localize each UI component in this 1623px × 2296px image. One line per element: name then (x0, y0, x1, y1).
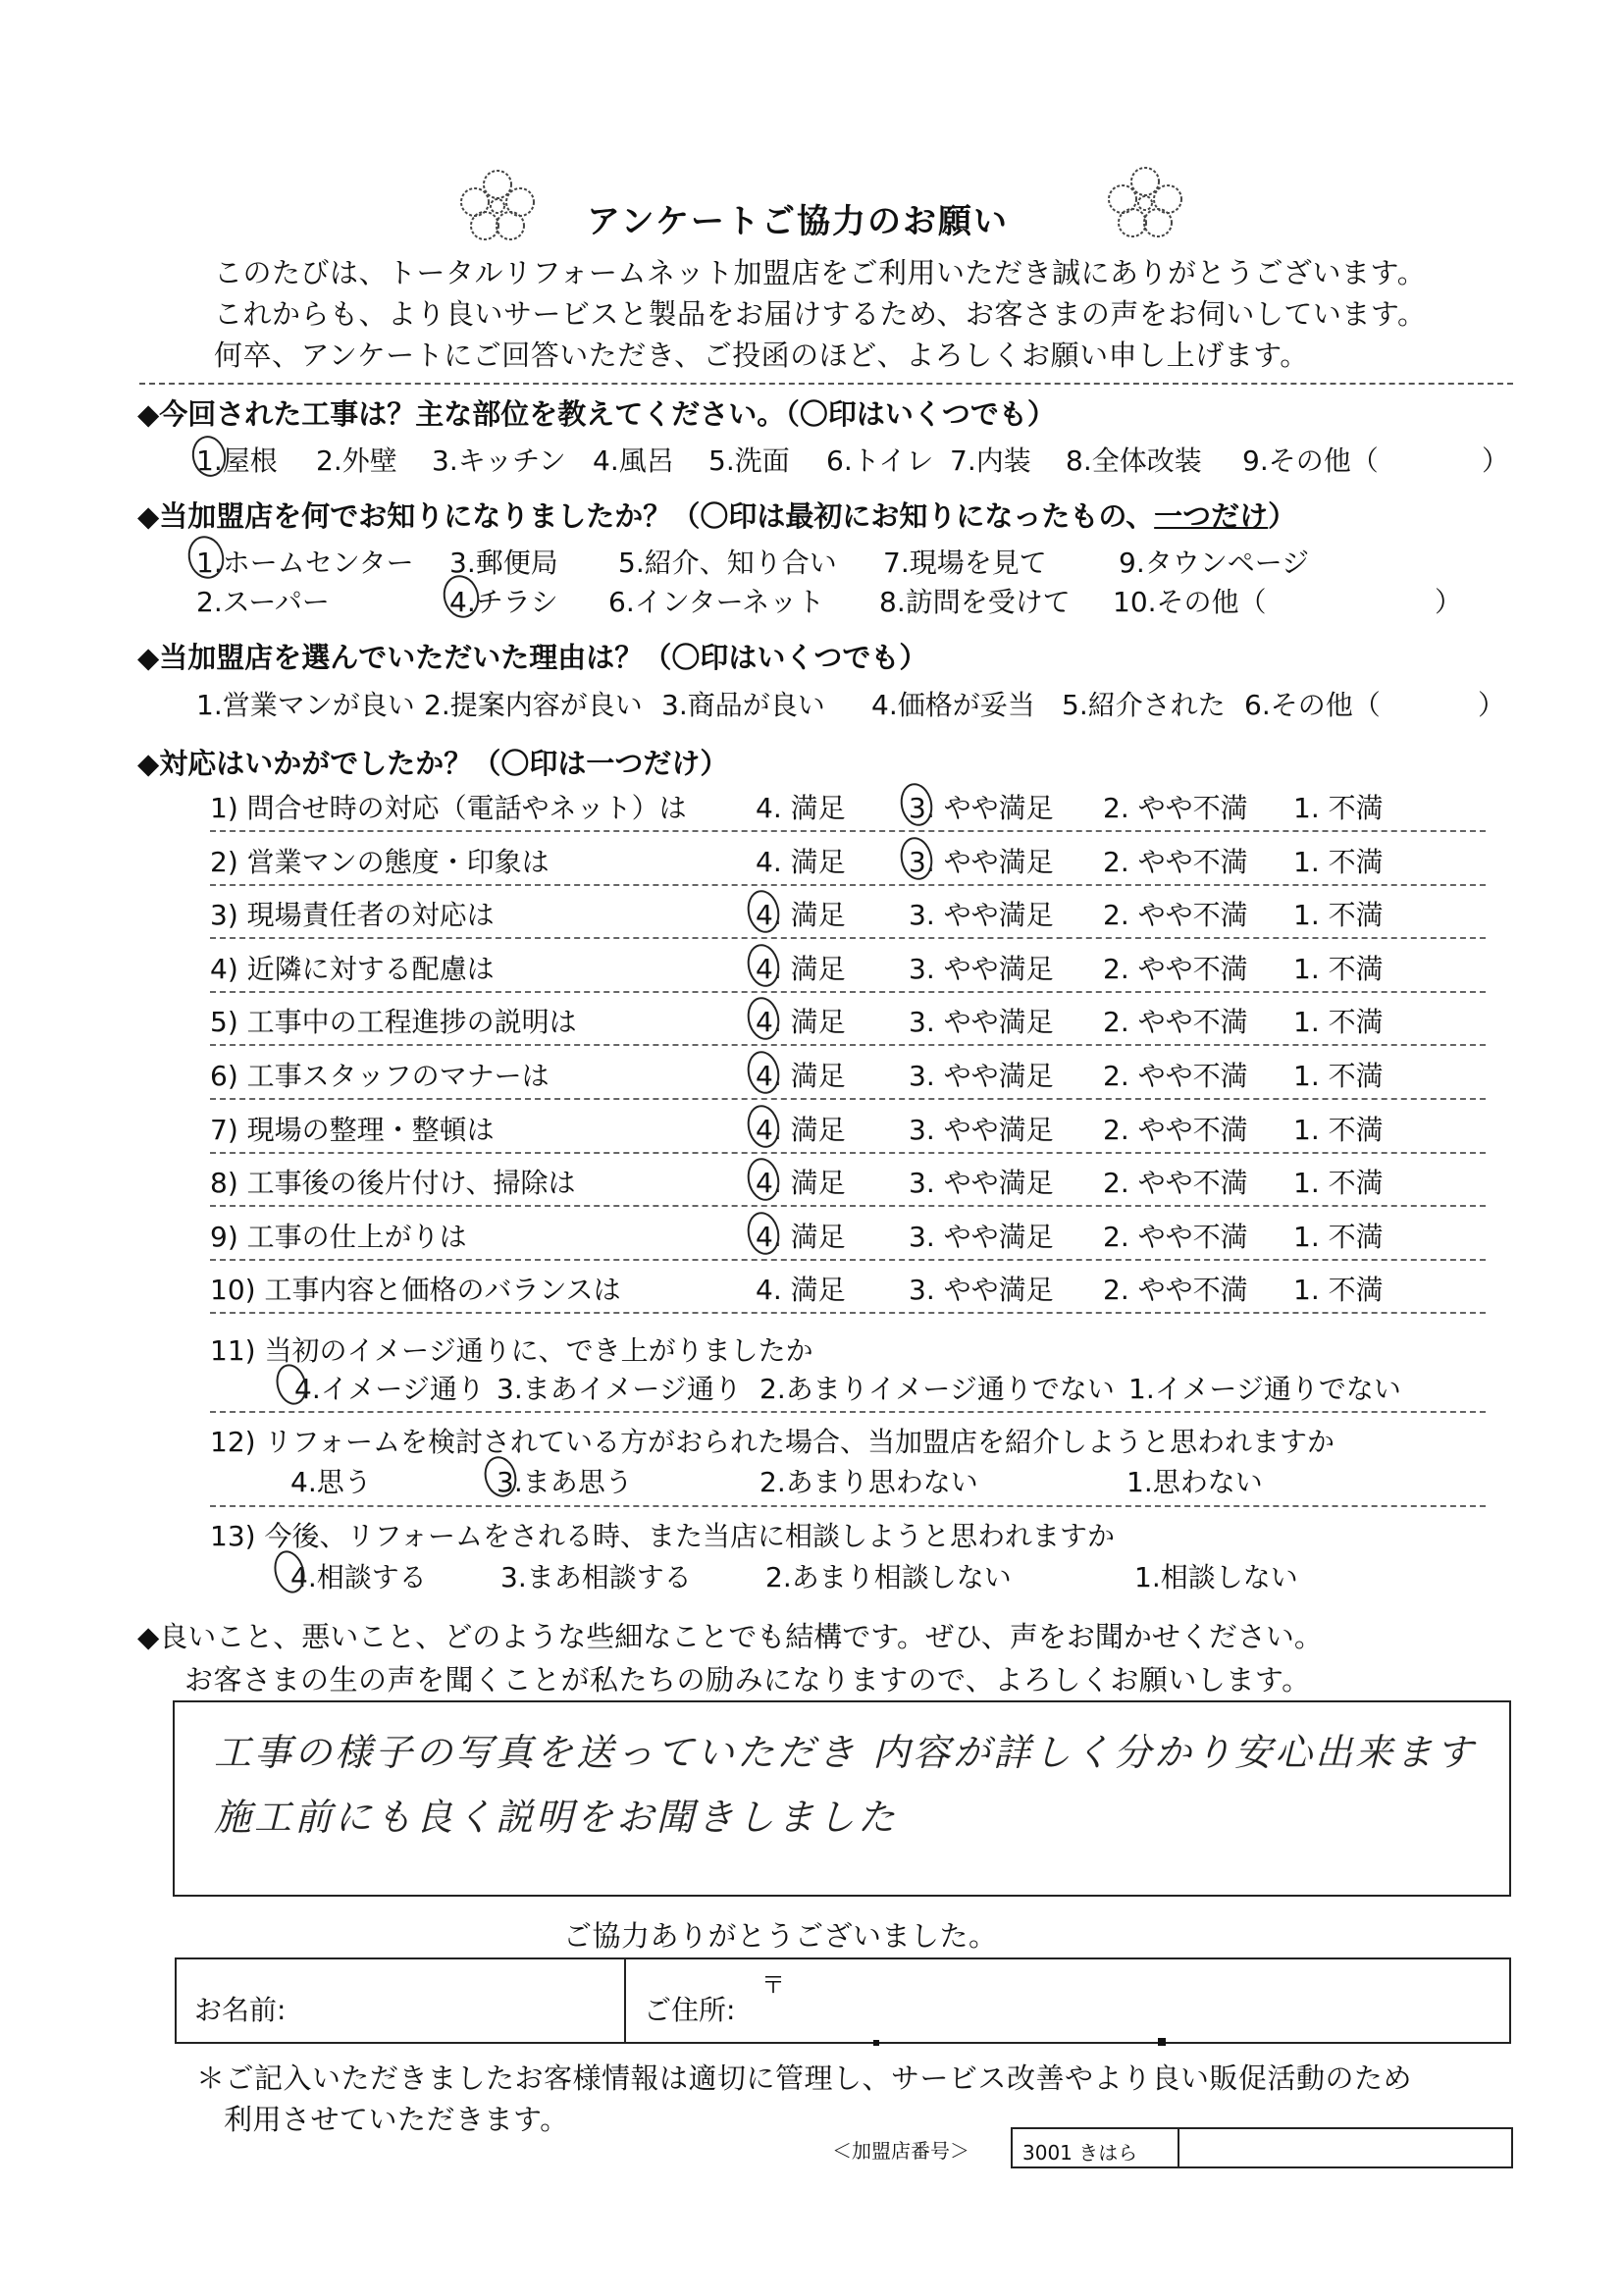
work-option-other-close: ） (1482, 444, 1510, 477)
divider (210, 1044, 1486, 1046)
redaction-mark (1158, 2038, 1166, 2046)
rating-row-label: 6) 工事スタッフのマナーは (210, 1060, 550, 1092)
rating-option-4[interactable]: 4. 満足 (756, 953, 846, 985)
rating-option-2[interactable]: 2. やや不満 (1103, 1006, 1248, 1038)
divider (210, 1152, 1486, 1154)
q13-option-4[interactable]: 4.相談する (290, 1561, 427, 1593)
store-label: ＜加盟店番号＞ (832, 2139, 969, 2163)
divider (210, 1411, 1486, 1413)
source-option-visit[interactable]: 8.訪問を受けて (879, 586, 1071, 618)
source-option-flyer[interactable]: 4.チラシ (449, 586, 558, 618)
q13-label: 13) 今後、リフォームをされる時、また当店に相談しようと思われますか (210, 1520, 1116, 1552)
q11-label: 11) 当初のイメージ通りに、でき上がりましたか (210, 1334, 813, 1367)
rating-option-3[interactable]: 3. やや満足 (909, 1221, 1054, 1253)
privacy-line-1: ＊ご記入いただきましたお客様情報は適切に管理し、サービス改善やより良い販促活動のため (196, 2061, 1413, 2095)
rating-option-1[interactable]: 1. 不満 (1293, 899, 1384, 931)
rating-option-1[interactable]: 1. 不満 (1293, 1114, 1384, 1146)
name-label: お名前: (194, 1994, 287, 2026)
q-rating-heading (137, 742, 728, 782)
work-option-washroom[interactable]: 5.洗面 (708, 444, 790, 477)
rating-row (210, 1109, 495, 1148)
source-option-other-close: ） (1435, 586, 1463, 618)
source-option-referral[interactable]: 5.紹介、知り合い (618, 547, 837, 579)
q12-option-1[interactable]: 1.思わない (1126, 1466, 1263, 1498)
intro-line-1: このたびは、トータルリフォームネット加盟店をご利用いただき誠にありがとうございます。 (214, 256, 1427, 289)
rating-option-4[interactable]: 4. 満足 (756, 1221, 846, 1253)
q-reason-heading-text: ◆当加盟店を選んでいただいた理由は？ (137, 641, 644, 674)
rating-row (210, 1269, 621, 1308)
intro-line-3: 何卒、アンケートにご回答いただき、ご投函のほど、よろしくお願い申し上げます。 (214, 339, 1309, 372)
reason-option-other[interactable]: 6.その他（ (1244, 689, 1381, 721)
comment-line-1: 工事の様子の写真を送っていただき 内容が詳しく分かり安心出来ます (214, 1731, 1477, 1774)
divider (210, 1098, 1486, 1100)
q-rating-note: （〇印は一つだけ） (472, 747, 729, 780)
comment-box[interactable] (173, 1700, 1511, 1897)
rating-row-label: 4) 近隣に対する配慮は (210, 953, 495, 985)
source-option-supermarket[interactable]: 2.スーパー (196, 586, 330, 618)
divider (210, 1312, 1486, 1314)
q-source-note-end: ） (1268, 499, 1297, 533)
redaction-mark (873, 2040, 879, 2046)
store-divider (1178, 2129, 1179, 2168)
rating-option-1[interactable]: 1. 不満 (1293, 1221, 1384, 1253)
rating-option-3[interactable]: 3. やや満足 (909, 1114, 1054, 1146)
rating-option-2[interactable]: 2. やや不満 (1103, 1167, 1248, 1199)
source-option-internet[interactable]: 6.インターネット (608, 586, 825, 618)
rating-row (210, 841, 550, 880)
postal-mark: 〒 (761, 1971, 785, 1999)
q-work-heading-text: ◆今回された工事は？主な部位を教えてください。 (137, 397, 786, 431)
work-option-wall[interactable]: 2.外壁 (316, 444, 397, 477)
q12-option-2[interactable]: 2.あまり思わない (759, 1466, 978, 1498)
source-option-homecenter[interactable]: 1.ホームセンター (196, 547, 414, 579)
q-rating-heading-text: ◆対応はいかがでしたか？ (137, 747, 473, 780)
rating-option-2[interactable]: 2. やや不満 (1103, 792, 1248, 824)
q-source-note-underlined: 一つだけ (1154, 499, 1269, 533)
rating-row (210, 1001, 577, 1040)
divider (210, 884, 1486, 886)
rating-row (210, 787, 687, 826)
rating-option-4[interactable]: 4. 満足 (756, 1006, 846, 1038)
q11-option-4[interactable]: 4.イメージ通り (294, 1373, 485, 1405)
q-source-heading (137, 495, 1296, 535)
rating-option-3[interactable]: 3. やや満足 (909, 1006, 1054, 1038)
rating-option-1[interactable]: 1. 不満 (1293, 1060, 1384, 1092)
work-option-toilet[interactable]: 6.トイレ (826, 444, 934, 477)
source-option-other[interactable]: 10.その他（ (1113, 586, 1267, 618)
flower-right-icon (1101, 162, 1189, 249)
rating-option-4[interactable]: 4. 満足 (756, 1274, 846, 1306)
reason-option-other-close: ） (1478, 689, 1506, 721)
rating-row (210, 948, 495, 987)
q13-option-3[interactable]: 3.まあ相談する (500, 1561, 692, 1593)
reason-option-referred[interactable]: 5.紹介された (1062, 689, 1226, 721)
rating-option-3[interactable]: 3. やや満足 (909, 846, 1054, 878)
store-code: 3001 きはら (1022, 2141, 1138, 2165)
q12-option-4[interactable]: 4.思う (290, 1466, 372, 1498)
q-comment-sub: お客さまの生の声を聞くことが私たちの励みになりますので、よろしくお願いします。 (184, 1663, 1311, 1696)
rating-option-4[interactable]: 4. 満足 (756, 1114, 846, 1146)
reason-option-product[interactable]: 3.商品が良い (661, 689, 825, 721)
rating-option-2[interactable]: 2. やや不満 (1103, 846, 1248, 878)
contact-box (175, 1957, 1511, 2044)
reason-option-proposal[interactable]: 2.提案内容が良い (424, 689, 643, 721)
divider (210, 937, 1486, 939)
rating-option-3[interactable]: 3. やや満足 (909, 792, 1054, 824)
name-field[interactable] (314, 1969, 608, 2036)
divider (139, 383, 1513, 385)
work-option-roof[interactable]: 1.屋根 (196, 444, 278, 477)
q-work-note: （〇印はいくつでも） (785, 397, 1056, 431)
rating-option-2[interactable]: 2. やや不満 (1103, 1221, 1248, 1253)
q12-label: 12) リフォームを検討されている方がおられた場合、当加盟店を紹介しようと思われますか (210, 1426, 1335, 1458)
rating-option-1[interactable]: 1. 不満 (1293, 1167, 1384, 1199)
q11-option-3[interactable]: 3.まあイメージ通り (497, 1373, 742, 1405)
rating-option-2[interactable]: 2. やや不満 (1103, 1274, 1248, 1306)
rating-option-1[interactable]: 1. 不満 (1293, 1006, 1384, 1038)
rating-option-3[interactable]: 3. やや満足 (909, 953, 1054, 985)
rating-row (210, 1216, 467, 1255)
work-option-other[interactable]: 9.その他（ (1242, 444, 1379, 477)
privacy-line-2: 利用させていただきます。 (224, 2103, 569, 2136)
rating-row (210, 894, 495, 933)
rating-option-1[interactable]: 1. 不満 (1293, 846, 1384, 878)
rating-row-label: 5) 工事中の工程進捗の説明は (210, 1006, 577, 1038)
q-reason-heading (137, 636, 927, 676)
reason-option-price[interactable]: 4.価格が妥当 (871, 689, 1035, 721)
q-source-heading-text: ◆当加盟店を何でお知りになりましたか？ (137, 499, 672, 533)
q11-option-2[interactable]: 2.あまりイメージ通りでない (759, 1373, 1115, 1405)
divider (210, 1259, 1486, 1261)
q12-option-3[interactable]: 3.まあ思う (497, 1466, 633, 1498)
page-title: アンケートご協力のお願い (587, 202, 1009, 241)
address-label: ご住所: (644, 1994, 736, 2026)
rating-option-3[interactable]: 3. やや満足 (909, 1274, 1054, 1306)
rating-option-4[interactable]: 4. 満足 (756, 846, 846, 878)
reason-option-sales[interactable]: 1.営業マンが良い (196, 689, 415, 721)
rating-row-label: 2) 営業マンの態度・印象は (210, 846, 550, 878)
rating-option-1[interactable]: 1. 不満 (1293, 792, 1384, 824)
rating-row-label: 7) 現場の整理・整頓は (210, 1114, 495, 1146)
q13-option-2[interactable]: 2.あまり相談しない (765, 1561, 1012, 1593)
address-field[interactable] (795, 1969, 1482, 2036)
rating-option-3[interactable]: 3. やや満足 (909, 1167, 1054, 1199)
store-box (1011, 2127, 1513, 2168)
q13-option-1[interactable]: 1.相談しない (1134, 1561, 1298, 1593)
rating-option-4[interactable]: 4. 満足 (756, 1060, 846, 1092)
thanks-text: ご協力ありがとうございました。 (563, 1919, 998, 1953)
q-work-heading (137, 392, 1056, 433)
work-option-interior[interactable]: 7.内装 (950, 444, 1031, 477)
store-extra-field[interactable] (1181, 2131, 1509, 2166)
q11-option-1[interactable]: 1.イメージ通りでない (1128, 1373, 1401, 1405)
rating-row-label: 8) 工事後の後片付け、掃除は (210, 1167, 576, 1199)
source-option-postoffice[interactable]: 3.郵便局 (449, 547, 558, 579)
work-option-full[interactable]: 8.全体改装 (1066, 444, 1202, 477)
rating-row-label: 9) 工事の仕上がりは (210, 1221, 467, 1253)
work-option-bath[interactable]: 4.風呂 (593, 444, 674, 477)
rating-option-4[interactable]: 4. 満足 (756, 792, 846, 824)
work-option-kitchen[interactable]: 3.キッチン (432, 444, 566, 477)
contact-divider (624, 1959, 626, 2044)
rating-option-2[interactable]: 2. やや不満 (1103, 899, 1248, 931)
rating-option-1[interactable]: 1. 不満 (1293, 953, 1384, 985)
rating-option-2[interactable]: 2. やや不満 (1103, 1060, 1248, 1092)
q-source-note: （〇印は最初にお知りになったもの、 (671, 499, 1155, 533)
rating-option-4[interactable]: 4. 満足 (756, 899, 846, 931)
flower-left-icon (453, 165, 542, 252)
source-option-townpage[interactable]: 9.タウンページ (1119, 547, 1310, 579)
rating-row (210, 1055, 550, 1094)
comment-line-2: 施工前にも良く説明をお聞きしました (214, 1796, 899, 1839)
intro-line-2: これからも、より良いサービスと製品をお届けするため、お客さまの声をお伺いしています。 (214, 297, 1427, 331)
rating-option-2[interactable]: 2. やや不満 (1103, 953, 1248, 985)
q-comment-heading: ◆良いこと、悪いこと、どのような些細なことでも結構です。ぜひ、声をお聞かせください。 (137, 1620, 1323, 1653)
divider (210, 1205, 1486, 1207)
divider (210, 1505, 1486, 1507)
rating-option-2[interactable]: 2. やや不満 (1103, 1114, 1248, 1146)
divider (210, 830, 1486, 832)
rating-row-label: 1) 問合せ時の対応（電話やネット）は (210, 792, 687, 824)
rating-row-label: 10) 工事内容と価格のバランスは (210, 1274, 621, 1306)
divider (210, 991, 1486, 993)
rating-option-3[interactable]: 3. やや満足 (909, 899, 1054, 931)
rating-option-3[interactable]: 3. やや満足 (909, 1060, 1054, 1092)
q-reason-note: （〇印はいくつでも） (643, 641, 928, 674)
source-option-site[interactable]: 7.現場を見て (883, 547, 1047, 579)
rating-option-4[interactable]: 4. 満足 (756, 1167, 846, 1199)
rating-row-label: 3) 現場責任者の対応は (210, 899, 495, 931)
rating-option-1[interactable]: 1. 不満 (1293, 1274, 1384, 1306)
rating-row (210, 1162, 576, 1201)
